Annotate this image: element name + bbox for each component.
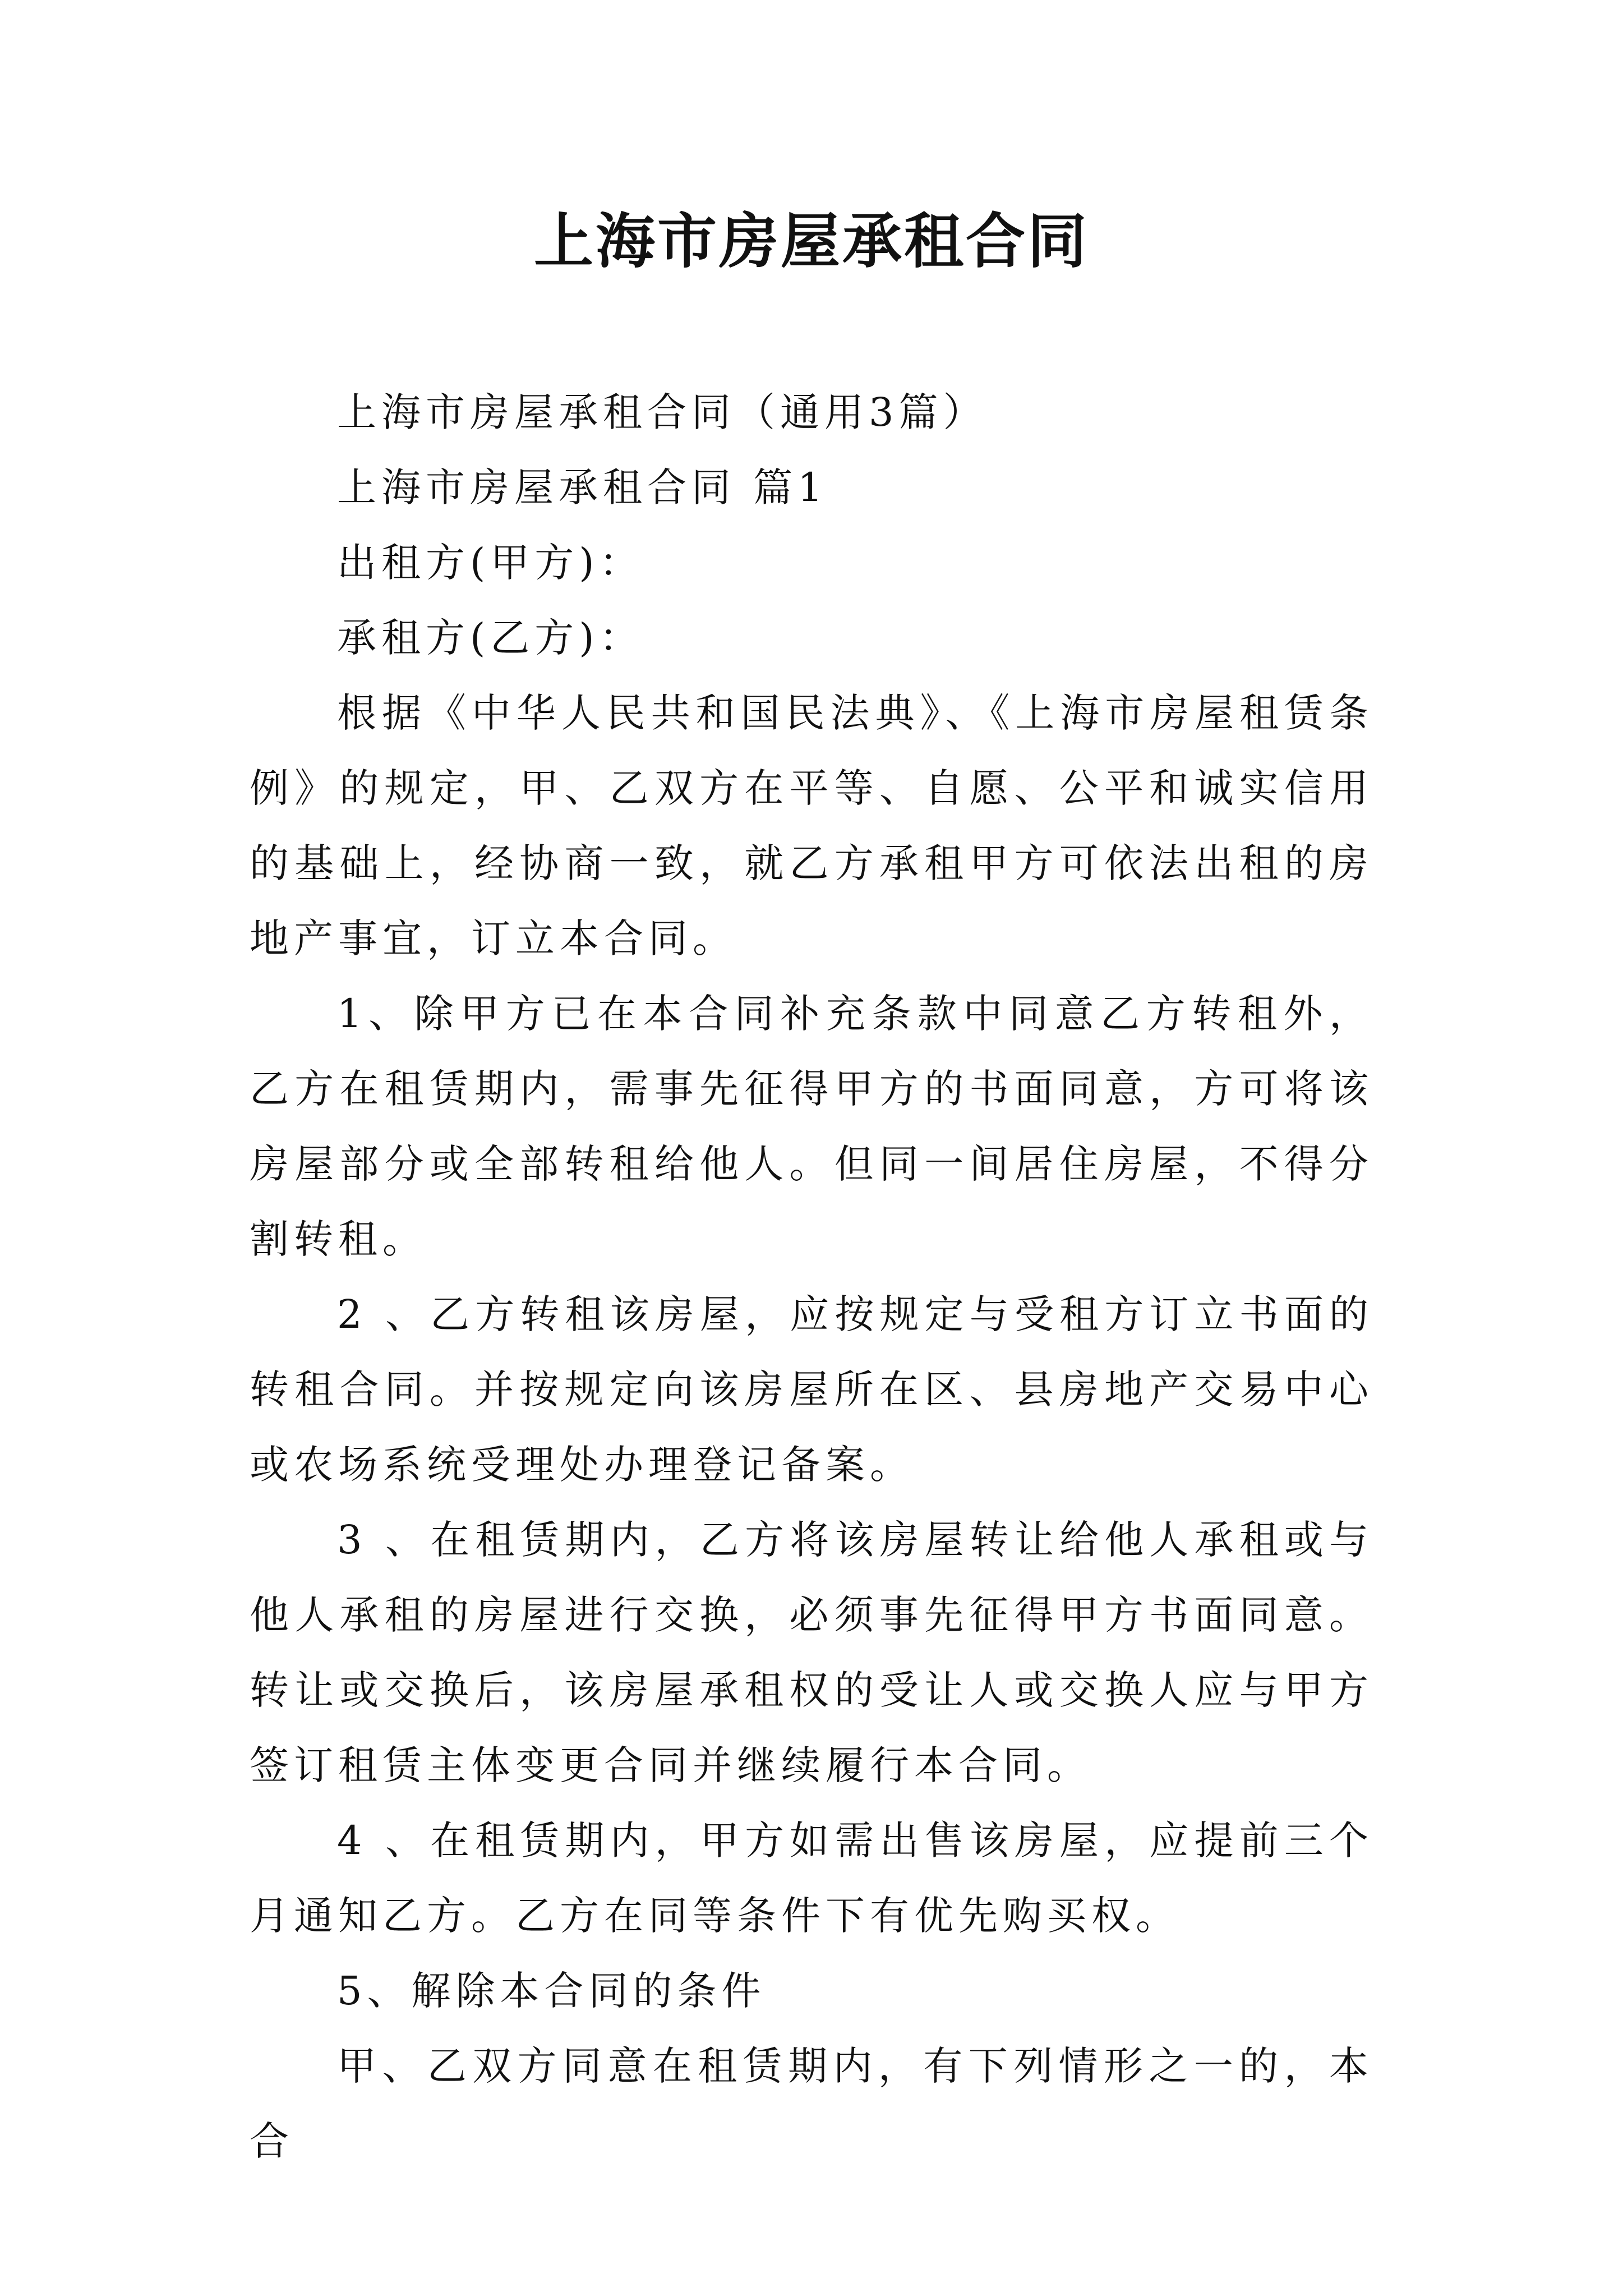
paragraph-clause-4: 4 、在租赁期内，甲方如需出售该房屋，应提前三个月通知乙方。乙方在同等条件下有优先购买权。 bbox=[250, 1818, 1373, 1939]
paragraph-clause-5-text: 甲、乙双方同意在租赁期内，有下列情形之一的，本合 bbox=[250, 2043, 1373, 2164]
document-title: 上海市房屋承租合同 bbox=[534, 206, 1089, 276]
paragraph-clause-3: 3 、在租赁期内，乙方将该房屋转让给他人承租或与他人承租的房屋进行交换，必须事先征得甲方书面同意。转让或交换后，该房屋承租权的受让人或交换人应与甲方签订租赁主体变更合同并继续履行本合同。 bbox=[250, 1517, 1373, 1788]
paragraph-lessee: 承租方(乙方)： bbox=[337, 615, 644, 661]
paragraph-clause-1: 1、除甲方已在本合同补充条款中同意乙方转租外，乙方在租赁期内，需事先征得甲方的书面同意，方可将该房屋部分或全部转租给他人。但同一间居住房屋，不得分割转租。 bbox=[250, 991, 1373, 1262]
paragraph-clause-5-heading: 5、解除本合同的条件 bbox=[337, 1968, 766, 2014]
paragraph-section-heading: 上海市房屋承租合同 篇1 bbox=[337, 464, 828, 510]
paragraph-subtitle: 上海市房屋承租合同（通用3篇） bbox=[337, 389, 988, 435]
paragraph-clause-2: 2 、乙方转租该房屋，应按规定与受租方订立书面的转租合同。并按规定向该房屋所在区、县房地产交易中心或农场系统受理处办理登记备案。 bbox=[250, 1291, 1373, 1488]
paragraph-lessor: 出租方(甲方)： bbox=[337, 540, 644, 586]
document-body bbox=[250, 375, 1373, 2179]
paragraph-preamble: 根据《中华人民共和国民法典》、《上海市房屋租赁条例》的规定，甲、乙双方在平等、自愿、公平和诚实信用的基础上，经协商一致，就乙方承租甲方可依法出租的房地产事宜，订立本合同。 bbox=[250, 690, 1373, 961]
